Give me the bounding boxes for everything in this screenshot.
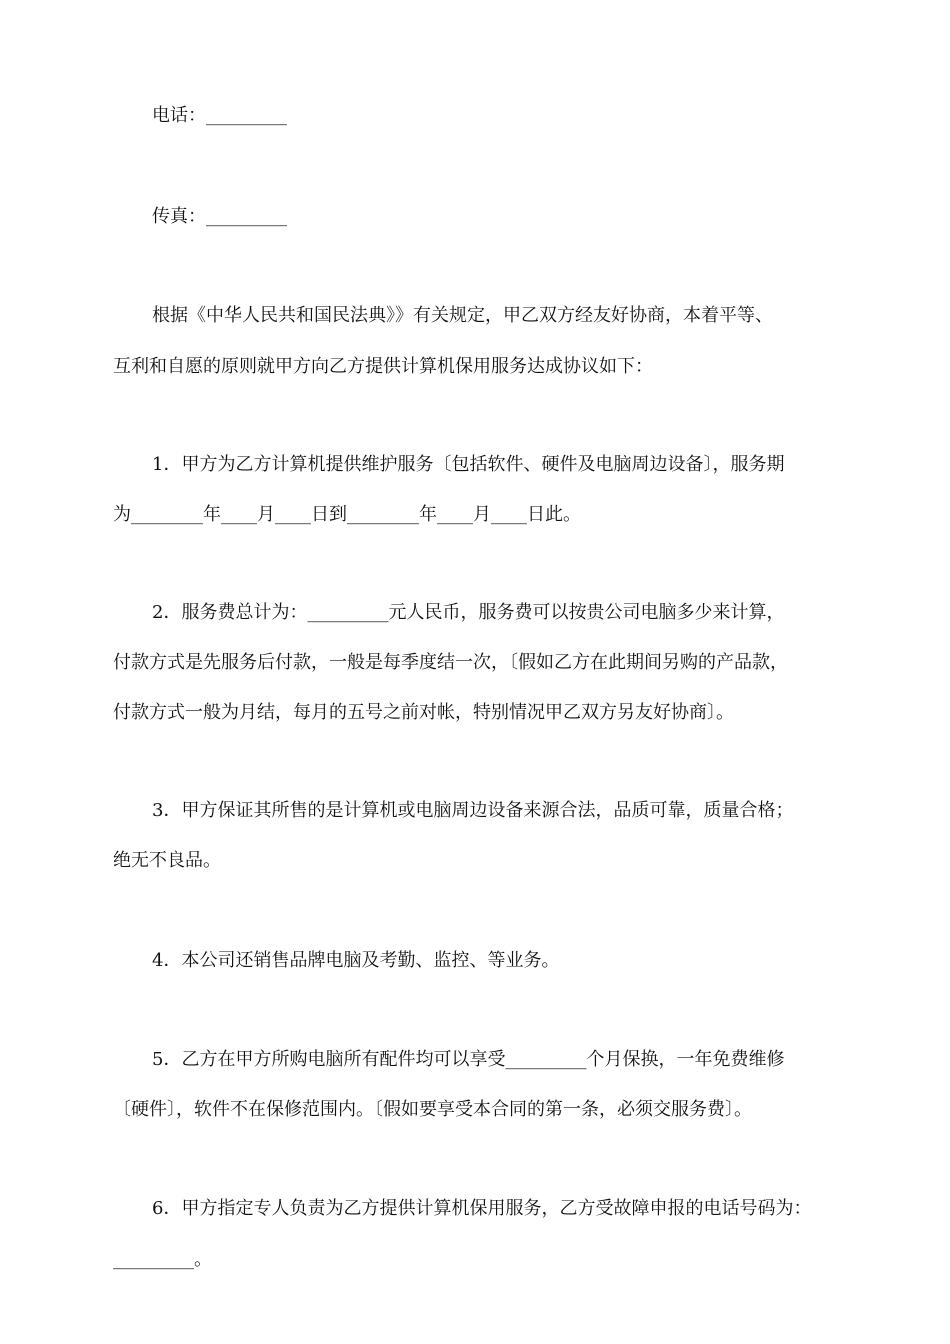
phone-line: 电话：_________	[152, 105, 287, 126]
clause4-line-1: 4．本公司还销售品牌电脑及考勤、监控、等业务。	[152, 950, 560, 971]
clause1-line-2: 为________年____月____日到________年____月____日此。	[113, 504, 581, 525]
clause2-line-3: 付款方式一般为月结，每月的五号之前对帐，特别情况甲乙双方另友好协商〕。	[113, 702, 734, 723]
clause5-line-2: 〔硬件〕，软件不在保修范围内。〔假如要享受本合同的第一条，必须交服务费〕。	[113, 1099, 752, 1120]
fax-line: 传真：_________	[152, 206, 287, 227]
clause1-line-1: 1．甲方为乙方计算机提供维护服务〔包括软件、硬件及电脑周边设备〕，服务期	[152, 454, 785, 475]
clause6-line-1: 6．甲方指定专人负责为乙方提供计算机保用服务，乙方受故障申报的电话号码为：	[152, 1198, 812, 1219]
clause5-line-1: 5．乙方在甲方所购电脑所有配件均可以享受_________个月保换，一年免费维修	[152, 1049, 785, 1070]
clause2-line-1: 2．服务费总计为：_________元人民币，服务费可以按贵公司电脑多少来计算，	[152, 602, 785, 623]
clause3-line-2: 绝无不良品。	[113, 850, 221, 871]
intro-line-1: 根据《中华人民共和国民法典》》有关规定，甲乙双方经友好协商，本着平等、	[152, 305, 773, 326]
intro-line-2: 互利和自愿的原则就甲方向乙方提供计算机保用服务达成协议如下：	[113, 356, 653, 377]
clause6-line-2: _________。	[113, 1249, 212, 1270]
clause3-line-1: 3．甲方保证其所售的是计算机或电脑周边设备来源合法，品质可靠，质量合格；	[152, 800, 794, 821]
clause2-line-2: 付款方式是先服务后付款，一般是每季度结一次，〔假如乙方在此期间另购的产品款，	[113, 652, 788, 673]
